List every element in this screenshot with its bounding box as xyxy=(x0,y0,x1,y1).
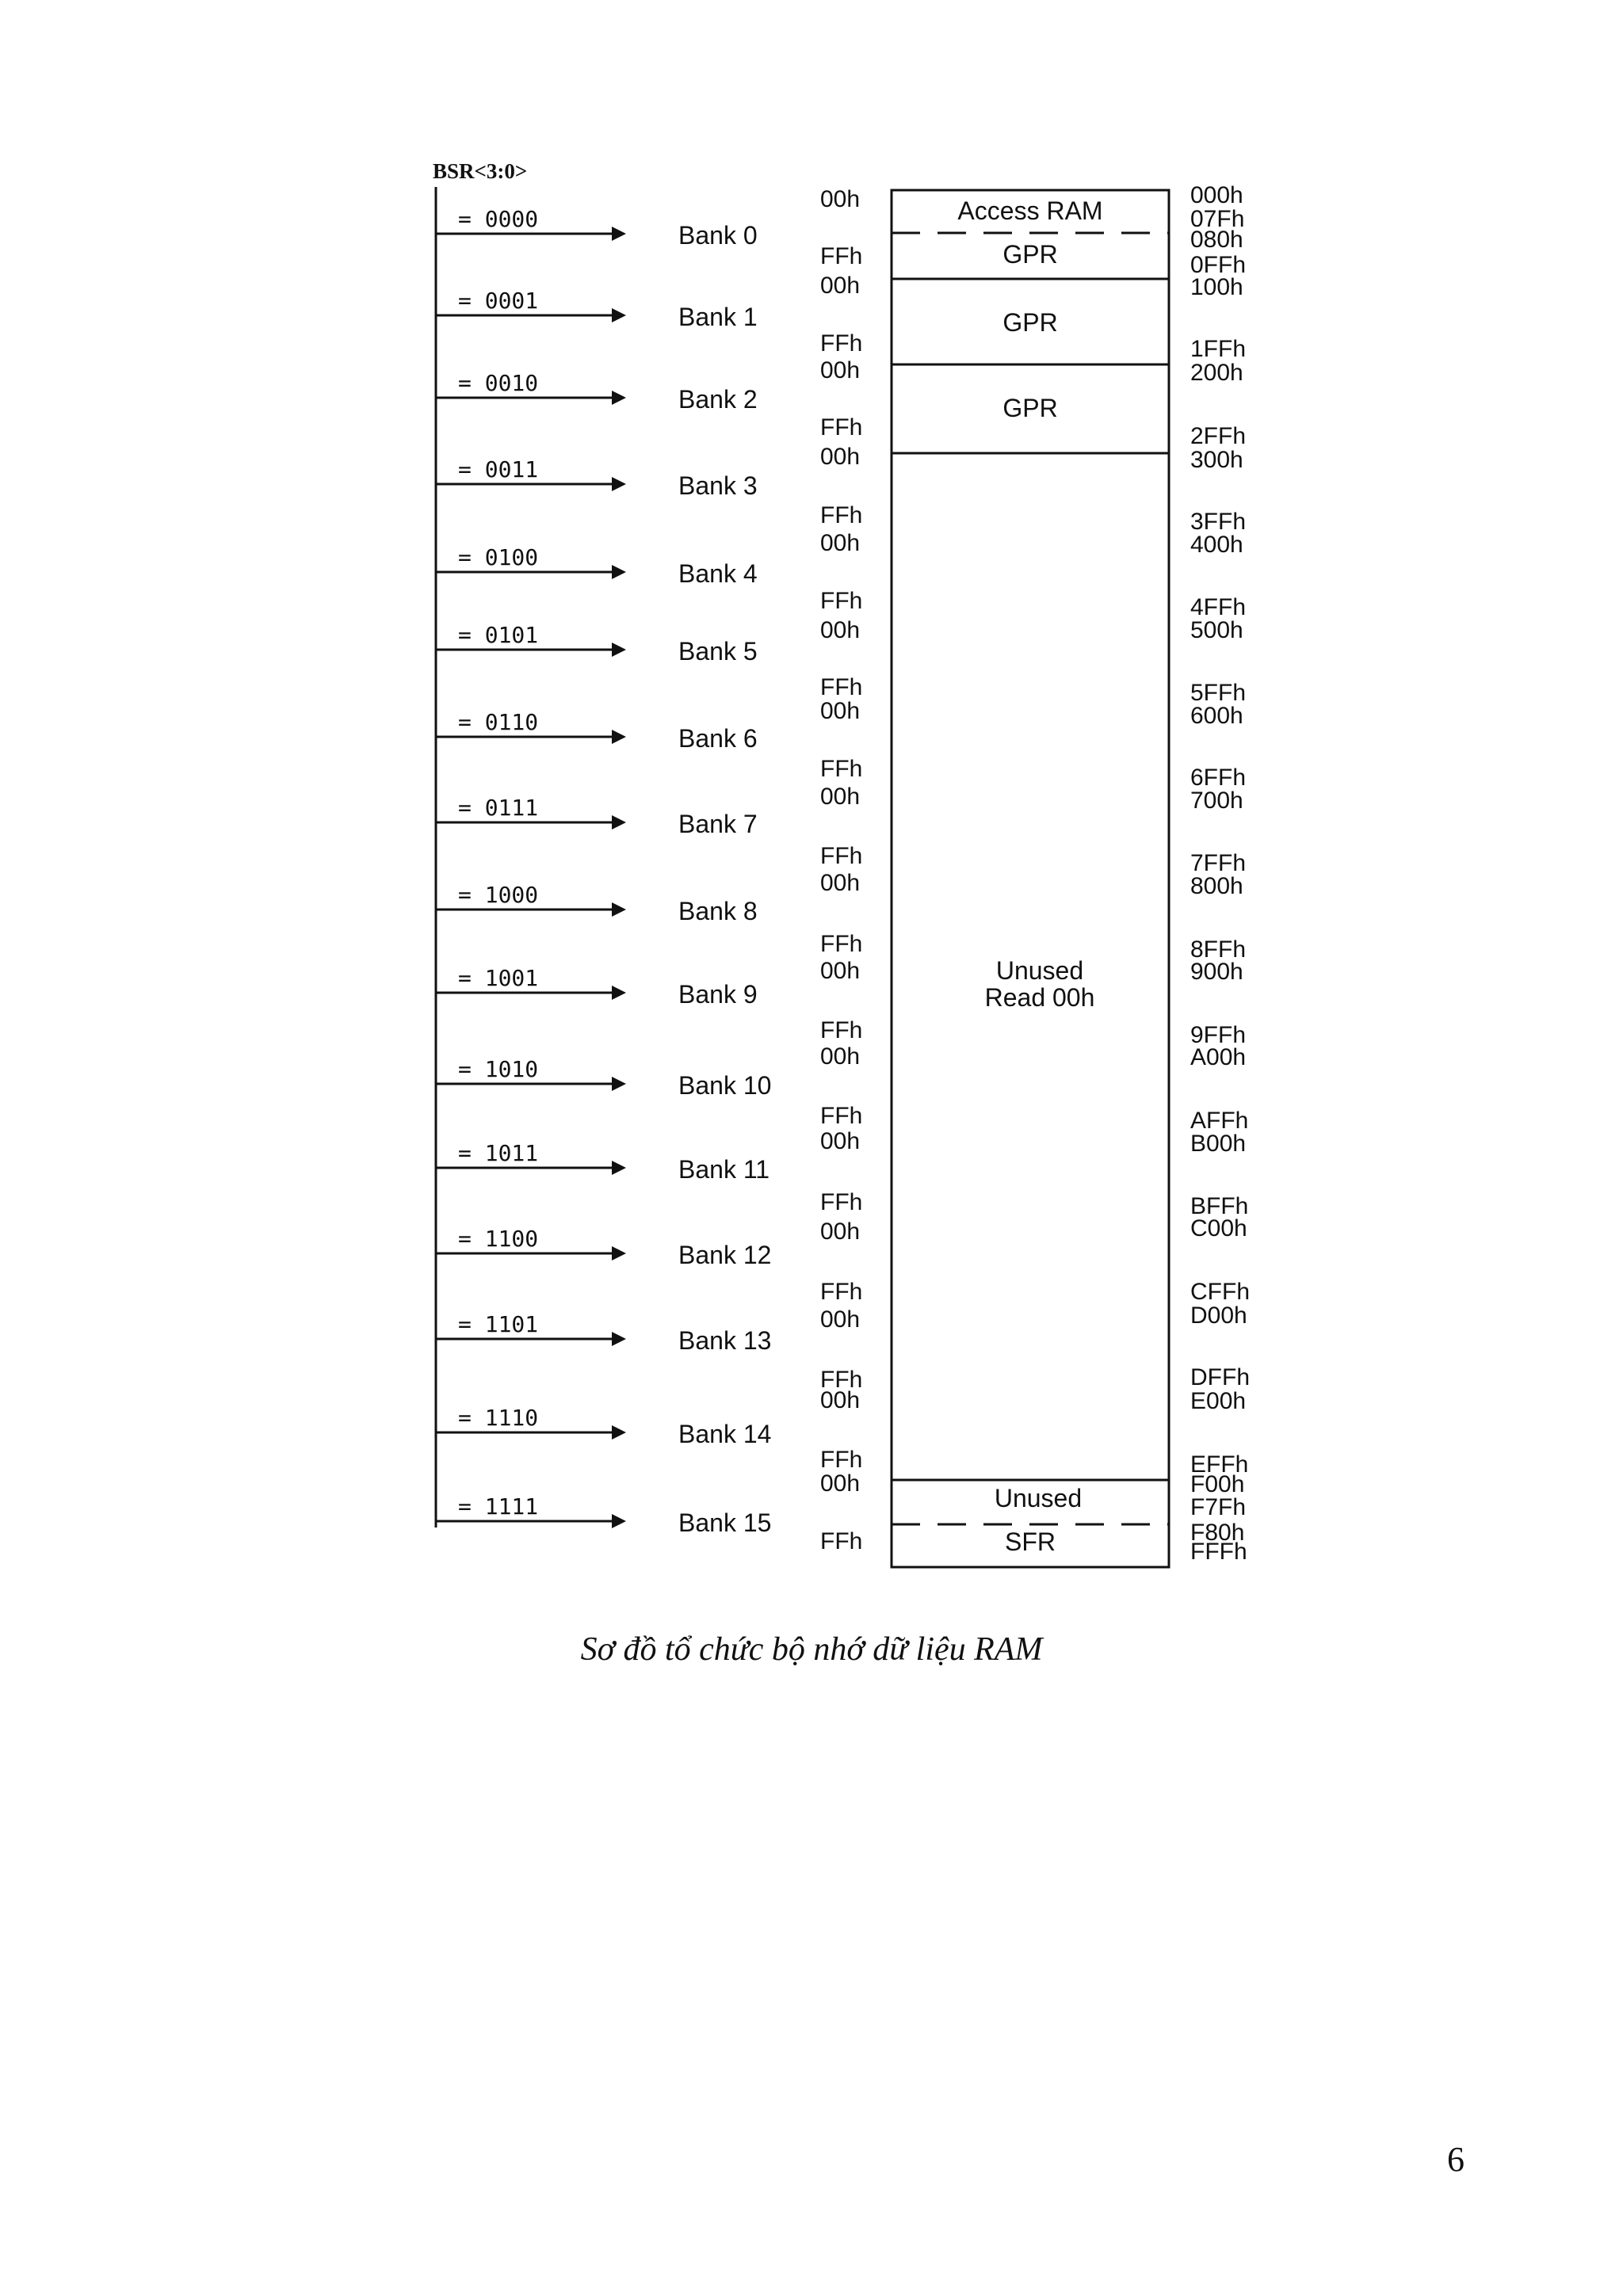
bsr-code: = 0010 xyxy=(458,370,539,396)
address-label: DFFh xyxy=(1190,1364,1250,1390)
bank-name: Bank 15 xyxy=(678,1508,772,1537)
bank-start-offset: 00h xyxy=(820,784,861,810)
address-label: 0FFh xyxy=(1190,252,1247,278)
bank-name: Bank 13 xyxy=(678,1326,772,1355)
bsr-code: = 1110 xyxy=(458,1405,539,1431)
bank-row xyxy=(436,1128,862,1215)
bsr-code: = 1010 xyxy=(458,1056,539,1082)
bank-name: Bank 1 xyxy=(678,303,758,331)
bank-end-offset: FFh xyxy=(820,674,863,700)
bank-row xyxy=(436,617,862,700)
bank-name: Bank 8 xyxy=(678,897,758,925)
bsr-code: = 0101 xyxy=(458,622,539,648)
bank-start-offset: 00h xyxy=(820,530,861,556)
arrowhead-icon xyxy=(612,1514,626,1528)
bsr-code: = 1001 xyxy=(458,965,539,991)
bsr-code: = 1000 xyxy=(458,882,539,908)
bank-start-offset: 00h xyxy=(820,1043,861,1070)
bank-name: Bank 2 xyxy=(678,385,758,414)
bank-start-offset: 00h xyxy=(820,1306,861,1333)
bank-row xyxy=(436,698,862,782)
bank-row xyxy=(436,958,862,1043)
arrowhead-icon xyxy=(612,643,626,657)
bank-end-offset: FFh xyxy=(820,1103,863,1129)
unused-small-label: Unused xyxy=(994,1484,1083,1512)
bank-row xyxy=(436,1043,862,1129)
address-label: 9FFh xyxy=(1190,1022,1247,1048)
bank-row xyxy=(436,1219,862,1305)
bsr-code: = 0000 xyxy=(458,206,539,232)
address-label: AFFh xyxy=(1190,1108,1249,1134)
bank-start-offset: 00h xyxy=(820,1219,861,1245)
memory-block xyxy=(892,190,1169,1567)
bank-name: Bank 3 xyxy=(678,471,758,500)
page-number: 6 xyxy=(1447,2140,1465,2179)
arrowhead-icon xyxy=(612,902,626,917)
arrowhead-icon xyxy=(612,227,626,241)
bank-start-offset: 00h xyxy=(820,1470,861,1497)
bsr-code: = 1011 xyxy=(458,1140,539,1166)
bank-end-offset: FFh xyxy=(820,1528,863,1554)
arrowhead-icon xyxy=(612,986,626,1000)
arrowhead-icon xyxy=(612,477,626,491)
address-label: F7Fh xyxy=(1190,1494,1247,1520)
bank-name: Bank 14 xyxy=(678,1420,772,1448)
address-label: 6FFh xyxy=(1190,765,1247,791)
bank-start-offset: 00h xyxy=(820,958,861,984)
address-label: 07Fh xyxy=(1190,206,1245,232)
bank-name: Bank 9 xyxy=(678,980,758,1009)
bank-end-offset: FFh xyxy=(820,330,863,357)
address-label: EFFh xyxy=(1190,1451,1249,1478)
arrowhead-icon xyxy=(612,730,626,744)
bank-row xyxy=(436,444,862,528)
bank-name: Bank 5 xyxy=(678,637,758,666)
bank-start-offset: 00h xyxy=(820,273,861,299)
address-label: 400h xyxy=(1190,532,1243,558)
address-label: 3FFh xyxy=(1190,509,1247,535)
address-label: F80h xyxy=(1190,1520,1245,1546)
bank-start-offset: 00h xyxy=(820,186,861,212)
bank-name: Bank 7 xyxy=(678,810,758,838)
arrowhead-icon xyxy=(612,308,626,322)
gpr-bank0-label: GPR xyxy=(1002,240,1058,269)
arrowhead-icon xyxy=(612,565,626,579)
address-label: FFFh xyxy=(1190,1539,1247,1565)
arrowhead-icon xyxy=(612,815,626,830)
bank-end-offset: FFh xyxy=(820,931,863,957)
read-00h-label: Read 00h xyxy=(984,983,1095,1012)
address-label: A00h xyxy=(1190,1044,1247,1070)
figure-caption: Sơ đồ tổ chức bộ nhớ dữ liệu RAM xyxy=(580,1631,1043,1668)
bank-end-offset: FFh xyxy=(820,414,863,441)
bank-end-offset: FFh xyxy=(820,243,863,269)
bank-end-offset: FFh xyxy=(820,502,863,528)
bank-row xyxy=(436,1306,862,1393)
address-label: C00h xyxy=(1190,1215,1247,1241)
address-label: 2FFh xyxy=(1190,423,1247,449)
bank-row xyxy=(436,1470,862,1554)
bank-rows xyxy=(436,186,862,1554)
bsr-code: = 1101 xyxy=(458,1311,539,1337)
address-label: 700h xyxy=(1190,788,1243,814)
bank-row xyxy=(436,530,862,614)
address-label: BFFh xyxy=(1190,1193,1249,1219)
bank-end-offset: FFh xyxy=(820,1279,863,1305)
gpr-bank2-label: GPR xyxy=(1002,394,1058,422)
bank-name: Bank 6 xyxy=(678,724,758,753)
address-label: 7FFh xyxy=(1190,850,1247,876)
address-label: 5FFh xyxy=(1190,680,1247,706)
bsr-code: = 0111 xyxy=(458,795,539,821)
bank-start-offset: 00h xyxy=(820,698,861,724)
bank-start-offset: 00h xyxy=(820,357,861,383)
bank-row xyxy=(436,186,862,269)
address-label: 080h xyxy=(1190,227,1243,253)
bank-end-offset: FFh xyxy=(820,1189,863,1215)
arrowhead-icon xyxy=(612,1161,626,1175)
arrowhead-icon xyxy=(612,1425,626,1440)
address-label: 500h xyxy=(1190,617,1243,643)
access-ram-label: Access RAM xyxy=(957,196,1103,225)
arrowhead-icon xyxy=(612,1246,626,1261)
bank-name: Bank 4 xyxy=(678,559,758,588)
bank-end-offset: FFh xyxy=(820,1447,863,1473)
bsr-code: = 0011 xyxy=(458,456,539,482)
address-label: D00h xyxy=(1190,1302,1247,1329)
bsr-code: = 0100 xyxy=(458,544,539,570)
bank-start-offset: 00h xyxy=(820,1387,861,1413)
bank-start-offset: 00h xyxy=(820,870,861,896)
address-label: 800h xyxy=(1190,873,1243,899)
bsr-code: = 1100 xyxy=(458,1226,539,1252)
bank-row xyxy=(436,870,862,957)
address-label: CFFh xyxy=(1190,1279,1250,1305)
address-label: 8FFh xyxy=(1190,936,1247,963)
bsr-code: = 1111 xyxy=(458,1493,539,1520)
bank-start-offset: 00h xyxy=(820,1128,861,1154)
address-label: 300h xyxy=(1190,447,1243,473)
address-label: 600h xyxy=(1190,703,1243,729)
bank-start-offset: 00h xyxy=(820,617,861,643)
address-label: 4FFh xyxy=(1190,594,1247,620)
bsr-label: BSR<3:0> xyxy=(433,159,528,183)
address-label: F00h xyxy=(1190,1471,1245,1497)
arrowhead-icon xyxy=(612,1332,626,1346)
address-labels xyxy=(1190,182,1250,1565)
address-label: E00h xyxy=(1190,1388,1247,1414)
address-label: 200h xyxy=(1190,360,1243,386)
address-label: 1FFh xyxy=(1190,336,1247,362)
bank-end-offset: FFh xyxy=(820,843,863,869)
address-label: B00h xyxy=(1190,1131,1247,1157)
arrowhead-icon xyxy=(612,1077,626,1091)
bank-start-offset: 00h xyxy=(820,444,861,470)
bank-end-offset: FFh xyxy=(820,588,863,614)
bank-row xyxy=(436,273,862,357)
bank-end-offset: FFh xyxy=(820,756,863,782)
arrowhead-icon xyxy=(612,391,626,405)
bank-row xyxy=(436,784,862,869)
bank-name: Bank 0 xyxy=(678,221,758,250)
address-label: 900h xyxy=(1190,959,1243,985)
bank-name: Bank 11 xyxy=(678,1155,770,1184)
unused-label: Unused xyxy=(995,956,1084,985)
bank-name: Bank 10 xyxy=(678,1071,772,1100)
bank-row xyxy=(436,357,862,441)
address-label: 000h xyxy=(1190,182,1243,208)
bank-name: Bank 12 xyxy=(678,1241,772,1269)
gpr-bank1-label: GPR xyxy=(1002,308,1058,337)
bsr-code: = 0001 xyxy=(458,288,539,314)
address-label: 100h xyxy=(1190,274,1243,300)
sfr-label: SFR xyxy=(1005,1527,1056,1556)
bank-end-offset: FFh xyxy=(820,1367,863,1393)
bank-end-offset: FFh xyxy=(820,1017,863,1043)
bank-row xyxy=(436,1387,862,1473)
bsr-code: = 0110 xyxy=(458,709,539,735)
